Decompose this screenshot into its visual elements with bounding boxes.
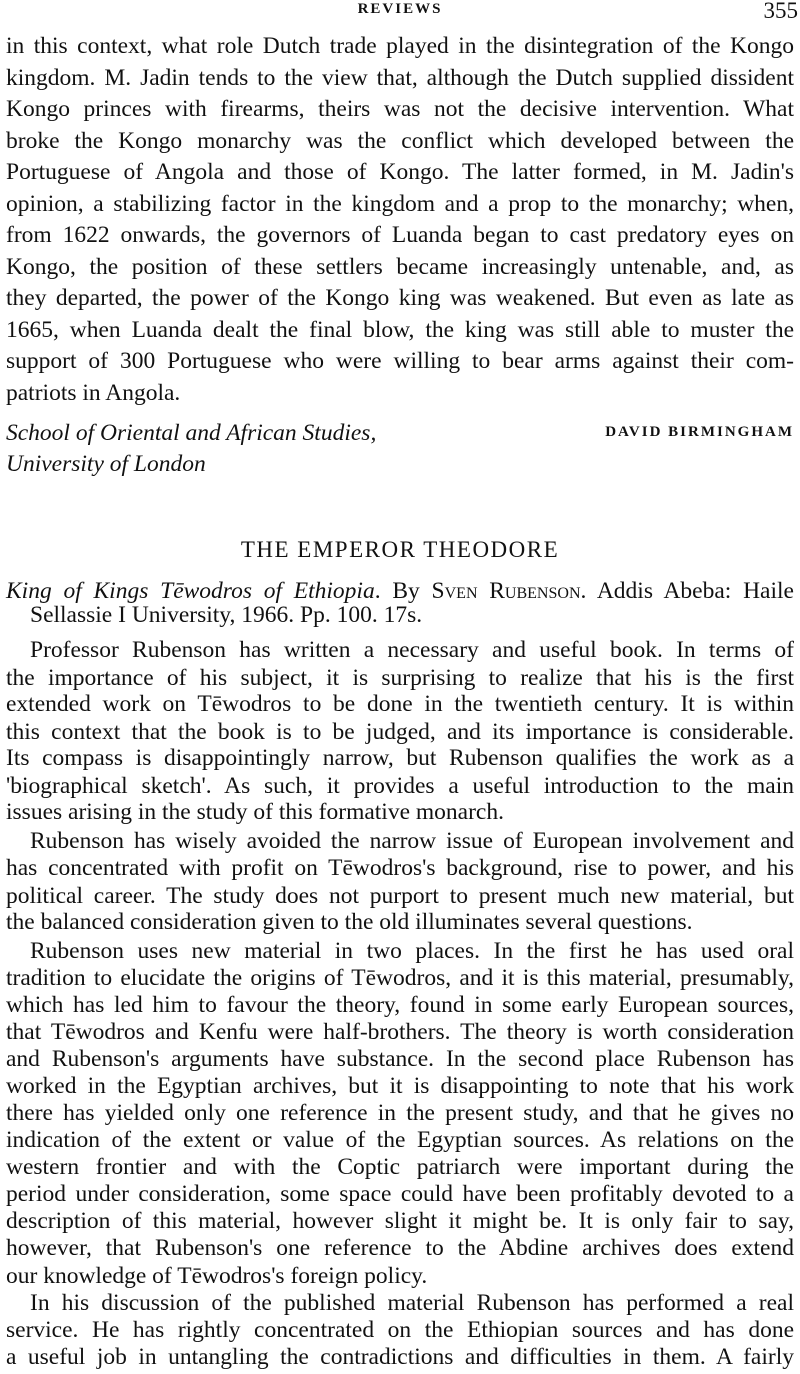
citation-publisher: . Addis Abeba: Haile — [580, 578, 794, 604]
text-line: Its compass is disappointingly narrow, but Rubenson qualifies the work as a — [6, 745, 794, 772]
text-line: Rubenson uses new material in two places. In the first he has used oral — [30, 938, 794, 965]
text-line: our knowledge of Tēwodros's foreign policy. — [6, 1262, 428, 1289]
text-line: 'biographical sketch'. As such, it provides a useful introduction to the main — [6, 772, 794, 799]
text-line: they departed, the power of the Kongo king was weakened. But even as late as — [6, 285, 794, 311]
text-line: Portuguese of Angola and those of Kongo. The latter formed, in M. Jadin's — [6, 159, 794, 185]
running-head — [0, 0, 800, 26]
text-line: worked in the Egyptian archives, but it is disappointing to note that his work — [6, 1072, 794, 1099]
page-number: 355 — [763, 0, 798, 23]
book-citation-line2: Sellassie I University, 1966. Pp. 100. 17s. — [30, 602, 423, 629]
text-line: issues arising in the study of this formative monarch. — [6, 799, 504, 826]
text-line: indication of the extent or value of the Egyptian sources. As relations on the — [6, 1126, 794, 1153]
text-line: and Rubenson's arguments have substance. In the second place Rubenson has — [6, 1046, 794, 1073]
affiliation: School of Oriental and African Studies, — [6, 420, 377, 446]
text-line: In his discussion of the published material Rubenson has performed a real — [30, 1289, 794, 1316]
text-line: western frontier and with the Coptic patriarch were important during the — [6, 1154, 794, 1181]
text-line: patriots in Angola. — [6, 380, 181, 406]
text-line: kingdom. M. Jadin tends to the view that, although the Dutch supplied dissident — [6, 65, 794, 91]
text-line: political career. The study does not purport to present much new material, but — [6, 882, 794, 909]
text-line: opinion, a stabilizing factor in the kingdom and a prop to the monarchy; when, — [6, 191, 794, 217]
text-line: the balanced consideration given to the old illuminates several questions. — [6, 909, 693, 936]
text-line: has concentrated with profit on Tēwodros's background, rise to power, and his — [6, 855, 794, 882]
affiliation: University of London — [6, 451, 206, 477]
text-line: a useful job in untangling the contradictions and difficulties in them. A fairly — [6, 1344, 794, 1370]
text-line: there has yielded only one reference in the present study, and that he gives no — [6, 1100, 794, 1127]
text-line: tradition to elucidate the origins of Tēwodros, and it is this material, presumably, — [6, 964, 794, 991]
text-line: Kongo, the position of these settlers became increasingly untenable, and, as — [6, 254, 794, 280]
text-line: support of 300 Portuguese who were willing to bear arms against their com- — [6, 348, 794, 374]
text-line: in this context, what role Dutch trade played in the disintegration of the Kongo — [6, 33, 794, 59]
text-line: that Tēwodros and Kenfu were half-brothers. The theory is worth consideration — [6, 1018, 794, 1045]
text-line: period under consideration, some space could have been profitably devoted to a — [6, 1181, 794, 1208]
text-line: extended work on Tēwodros to be done in the twentieth century. It is within — [6, 691, 794, 718]
citation-by: . By — [374, 578, 432, 604]
book-title: King of Kings Tēwodros of Ethiopia — [6, 578, 375, 604]
section-title: THE EMPEROR THEODORE — [240, 537, 560, 562]
text-line: 1665, when Luanda dealt the final blow, the king was still able to muster the — [6, 317, 794, 343]
text-line: from 1622 onwards, the governors of Luanda began to cast predatory eyes on — [6, 222, 794, 248]
text-line: Kongo princes with firearms, theirs was not the decisive intervention. What — [6, 96, 794, 122]
book-author: Sven Rubenson — [431, 578, 581, 604]
text-line: this context that the book is to be judged, and its importance is considerable. — [6, 718, 794, 745]
text-line: broke the Kongo monarchy was the conflict which developed between the — [6, 128, 794, 154]
text-line: Professor Rubenson has written a necessary and useful book. In terms of — [30, 637, 794, 664]
reviewer-signature: DAVID BIRMINGHAM — [605, 424, 794, 440]
text-line: service. He has rightly concentrated on the Ethiopian sources and has done — [6, 1316, 794, 1343]
running-title: REVIEWS — [357, 1, 443, 17]
text-line: Rubenson has wisely avoided the narrow issue of European involvement and — [30, 828, 794, 855]
text-line: description of this material, however slight it might be. It is only fair to say, — [6, 1208, 794, 1235]
text-line: the importance of his subject, it is surprising to realize that his is the first — [6, 664, 794, 691]
text-line: however, that Rubenson's one reference to the Abdine archives does extend — [6, 1235, 794, 1262]
text-line: which has led him to favour the theory, found in some early European sources, — [6, 992, 794, 1019]
